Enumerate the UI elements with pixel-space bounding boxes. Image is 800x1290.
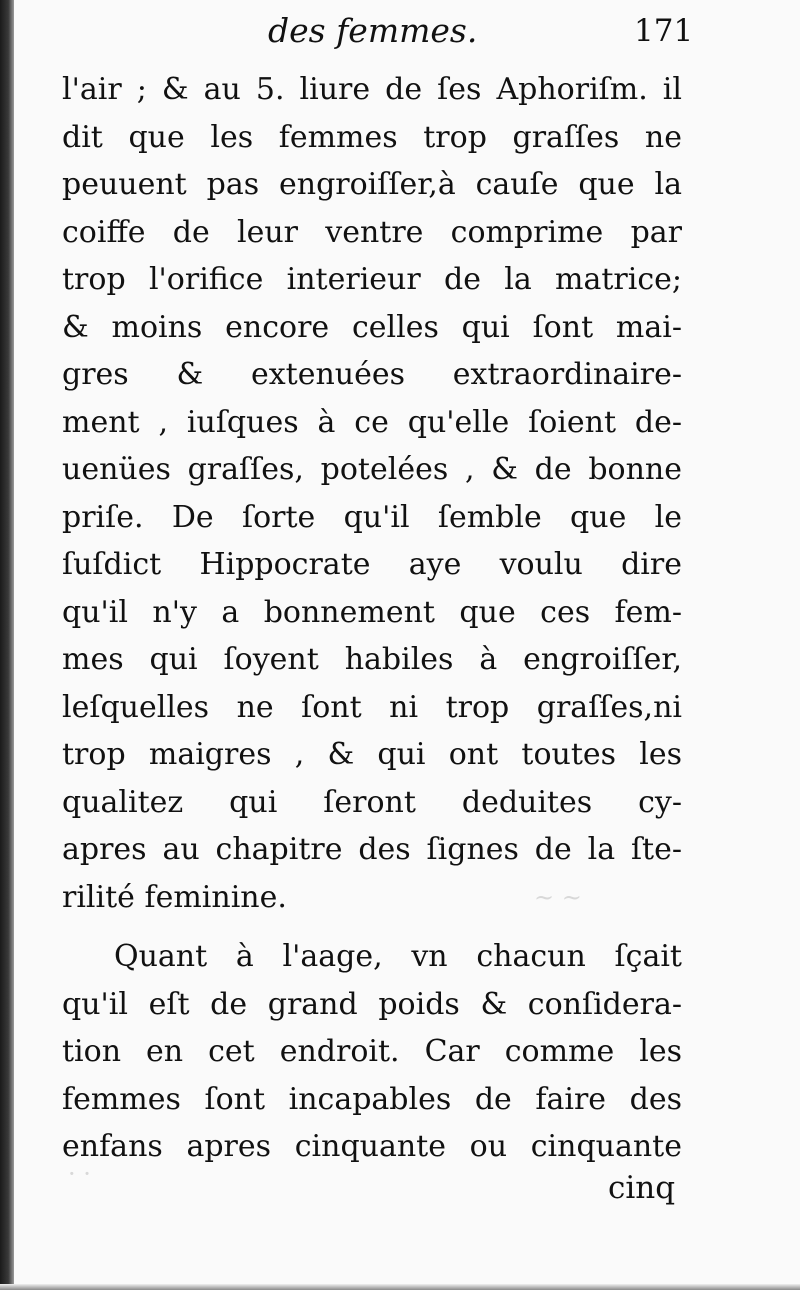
- text-line: enfans apres cinquante ou cinquante: [62, 1129, 682, 1164]
- text-line: qu'il n'y a bonnement que ces fem-: [62, 594, 682, 630]
- page-number: 171: [634, 13, 694, 49]
- running-title: des femmes.: [268, 11, 478, 50]
- text-line: leſquelles ne ſont ni trop graſſes,ni: [62, 689, 682, 725]
- text-line: trop maigres , & qui ont toutes les: [62, 737, 682, 772]
- text-line: apres au chapitre des ſignes de la ſte-: [62, 832, 682, 867]
- text-line: ſuſdict Hippocrate aye voulu dire: [62, 547, 682, 582]
- text-line: gres & extenuées extraordinaire-: [62, 357, 682, 392]
- text-line: priſe. De ſorte qu'il ſemble que le: [62, 499, 682, 535]
- text-line: & moins encore celles qui ſont mai-: [62, 309, 682, 345]
- text-line: trop l'orifice interieur de la matrice;: [62, 262, 682, 297]
- text-line: tion en cet endroit. Car comme les: [62, 1034, 682, 1069]
- page-bottom-edge: [0, 1284, 800, 1290]
- show-through-smudge: · ·: [68, 1160, 91, 1188]
- text-line: mes qui ſoyent habiles à engroiſſer,: [62, 642, 682, 677]
- paragraph-first-line: Quant à l'aage, vn chacun ſçait: [114, 939, 682, 974]
- text-line: rilité feminine.: [62, 879, 287, 915]
- text-line: qu'il eſt de grand poids & conſidera-: [62, 986, 682, 1022]
- book-gutter-shadow: [0, 0, 14, 1290]
- catchword: cinq: [608, 1170, 676, 1206]
- show-through-smudge: ~ ~: [534, 884, 582, 912]
- text-line: qualitez qui ſeront deduites cy-: [62, 784, 682, 820]
- text-line: ment , iuſques à ce qu'elle ſoient de-: [62, 404, 682, 440]
- text-line: coiffe de leur ventre comprime par: [62, 214, 682, 250]
- text-line: dit que les femmes trop graſſes ne: [62, 119, 682, 155]
- body-text: [62, 66, 682, 1171]
- text-line: peuuent pas engroiſſer,à cauſe que la: [62, 167, 682, 202]
- text-line: uenües graſſes, potelées , & de bonne: [62, 452, 682, 487]
- text-line: l'air ; & au 5. liure de ſes Aphoriſm. il: [62, 72, 682, 107]
- book-page: [14, 0, 800, 1284]
- text-line: femmes ſont incapables de faire des: [62, 1081, 682, 1117]
